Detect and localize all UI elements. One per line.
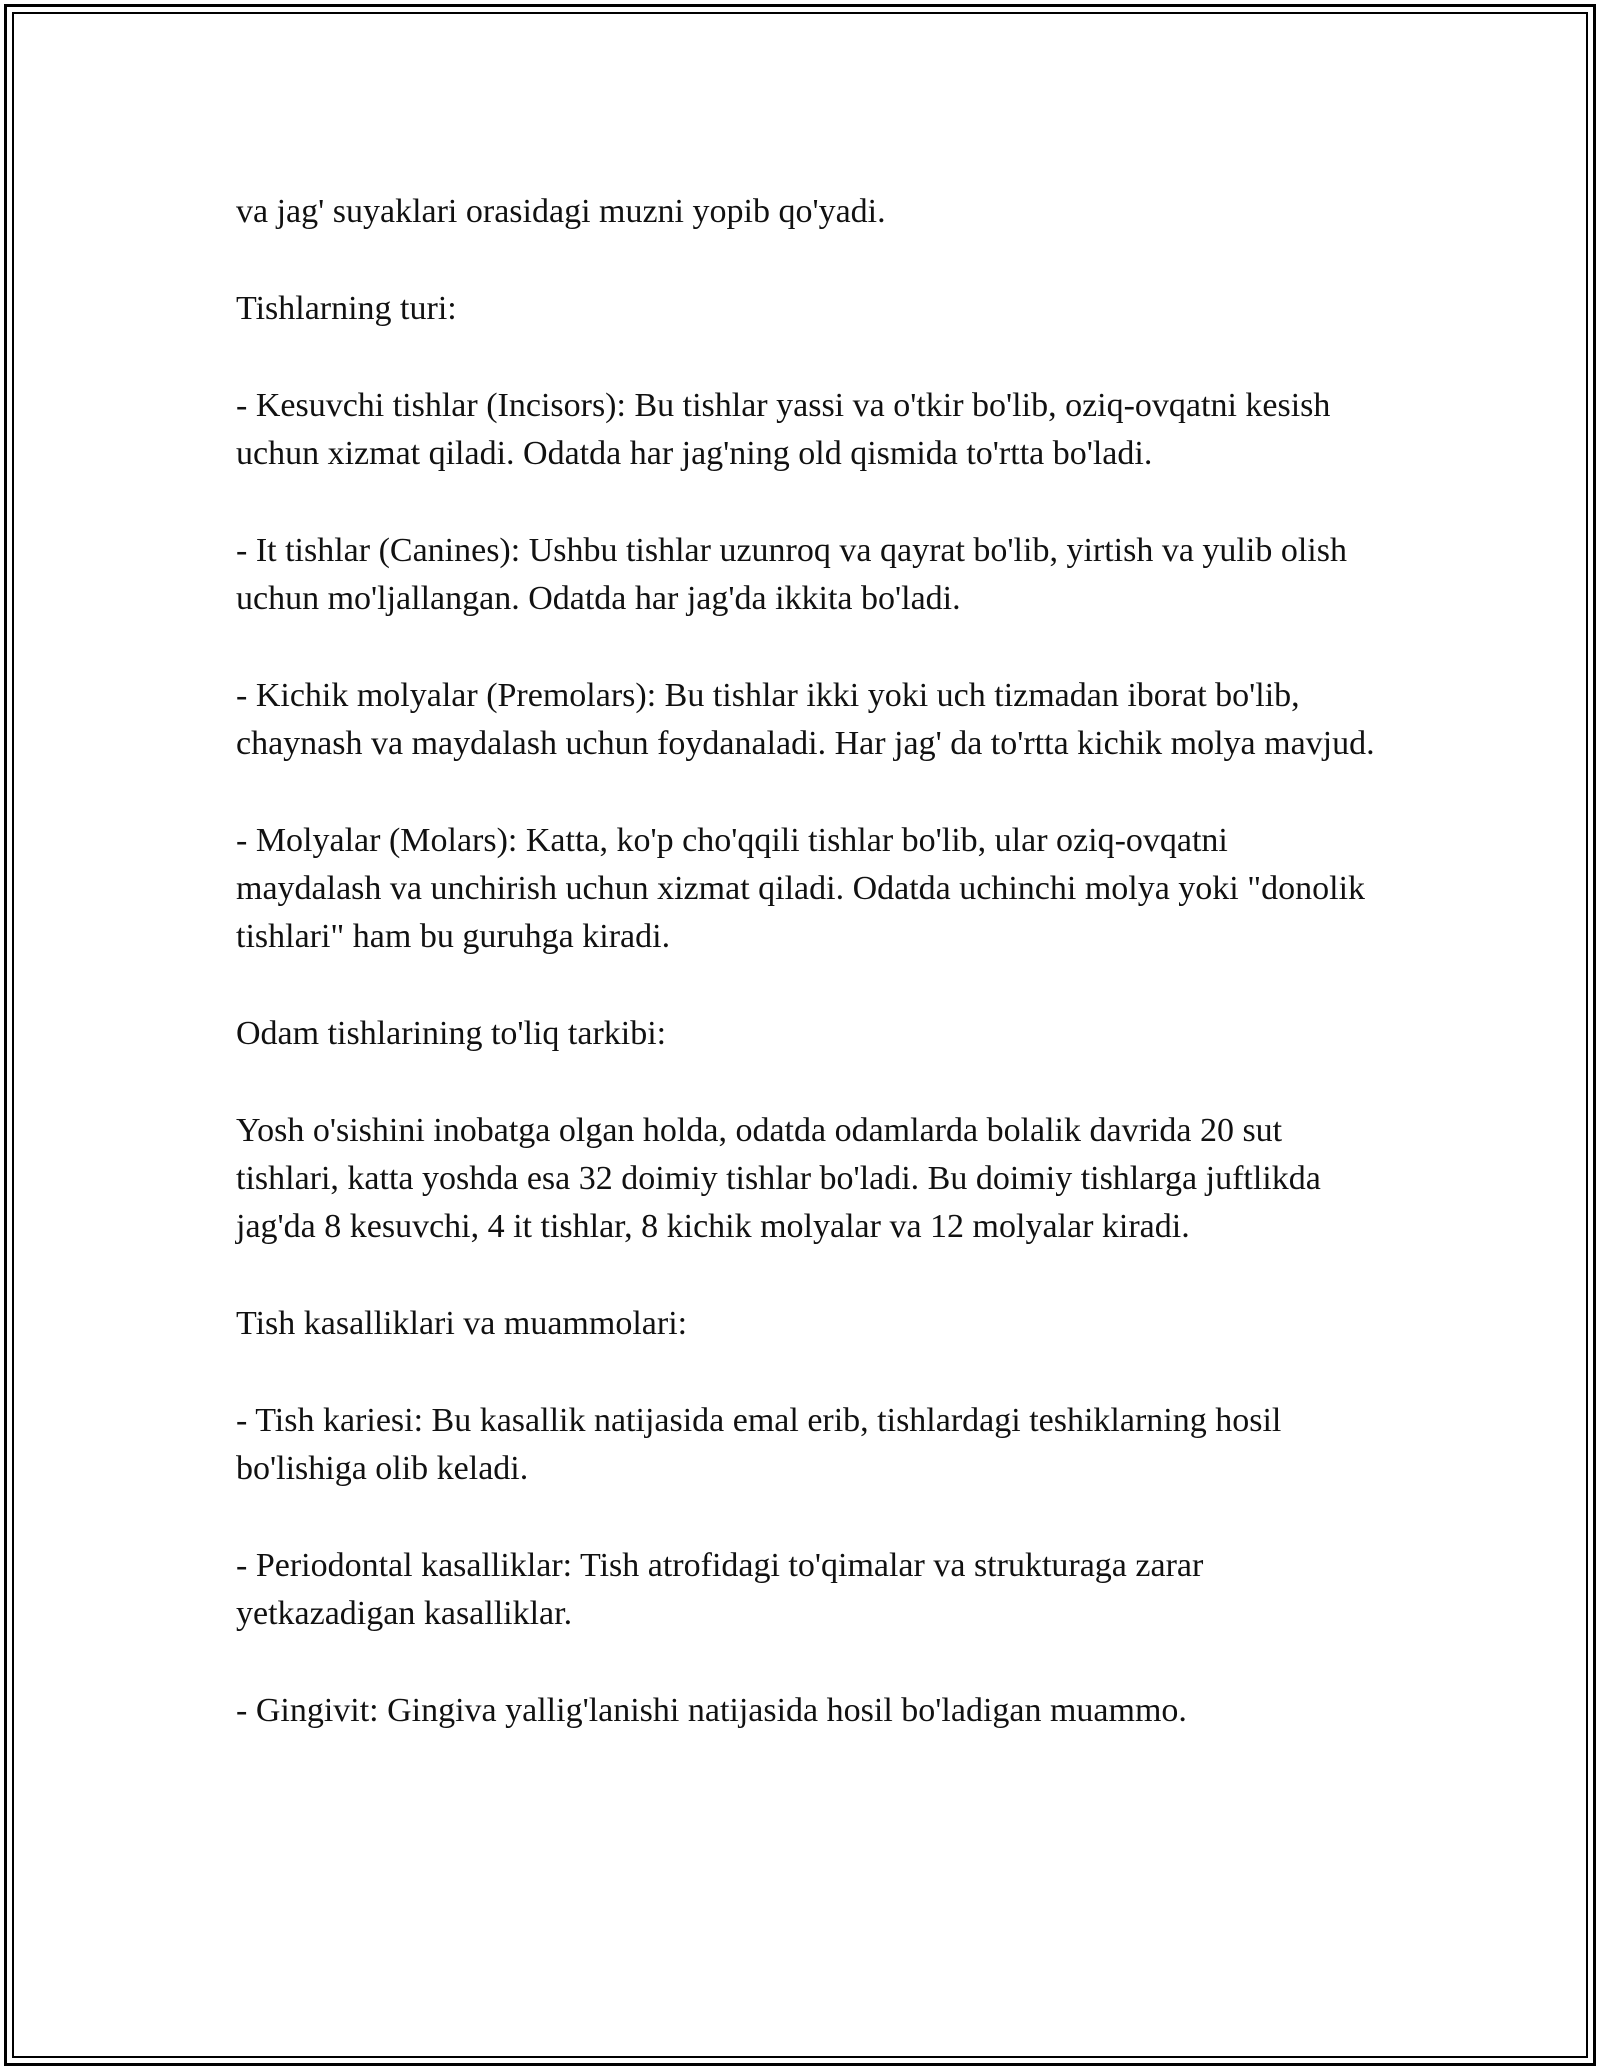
heading-full-composition: Odam tishlarining to'liq tarkibi:	[236, 1015, 667, 1052]
document-body	[236, 188, 1376, 1784]
list-item-caries: - Tish kariesi: Bu kasallik natijasida emal erib, tishlardagi teshiklarning hosil bo'lishiga olib keladi.	[236, 1402, 1282, 1487]
paragraph-composition: Yosh o'sishini inobatga olgan holda, odatda odamlarda bolalik davrida 20 sut tishlari, katta yoshda esa 32 doimiy tishlar bo'ladi. Bu doimiy tishlarga juftlikda jag'da 8 kesuvchi, 4 it tishlar, 8 kichik molyalar va 12 molyalar kiradi.	[236, 1112, 1321, 1245]
heading-tooth-types: Tishlarning turi:	[236, 290, 457, 327]
list-item-periodontal: - Periodontal kasalliklar: Tish atrofidagi to'qimalar va strukturaga zarar yetkazadigan kasalliklar.	[236, 1547, 1204, 1632]
list-item-incisors: - Kesuvchi tishlar (Incisors): Bu tishlar yassi va o'tkir bo'lib, oziq-ovqatni kesish uchun xizmat qiladi. Odatda har jag'ning old qismida to'rtta bo'ladi.	[236, 387, 1331, 472]
heading-diseases: Tish kasalliklari va muammolari:	[236, 1305, 688, 1342]
paragraph-continuation: va jag' suyaklari orasidagi muzni yopib qo'yadi.	[236, 193, 886, 230]
list-item-molars: - Molyalar (Molars): Katta, ko'p cho'qqili tishlar bo'lib, ular oziq-ovqatni maydalash va unchirish uchun xizmat qiladi. Odatda uchinchi molya yoki "donolik tishlari" ham bu guruhga kiradi.	[236, 822, 1366, 955]
list-item-gingivitis: - Gingivit: Gingiva yallig'lanishi natijasida hosil bo'ladigan muammo.	[236, 1692, 1187, 1729]
list-item-premolars: - Kichik molyalar (Premolars): Bu tishlar ikki yoki uch tizmadan iborat bo'lib, chaynash va maydalash uchun foydanaladi. Har jag' da to'rtta kichik molya mavjud.	[236, 677, 1375, 762]
list-item-canines: - It tishlar (Canines): Ushbu tishlar uzunroq va qayrat bo'lib, yirtish va yulib olish uchun mo'ljallangan. Odatda har jag'da ikkita bo'ladi.	[236, 532, 1347, 617]
